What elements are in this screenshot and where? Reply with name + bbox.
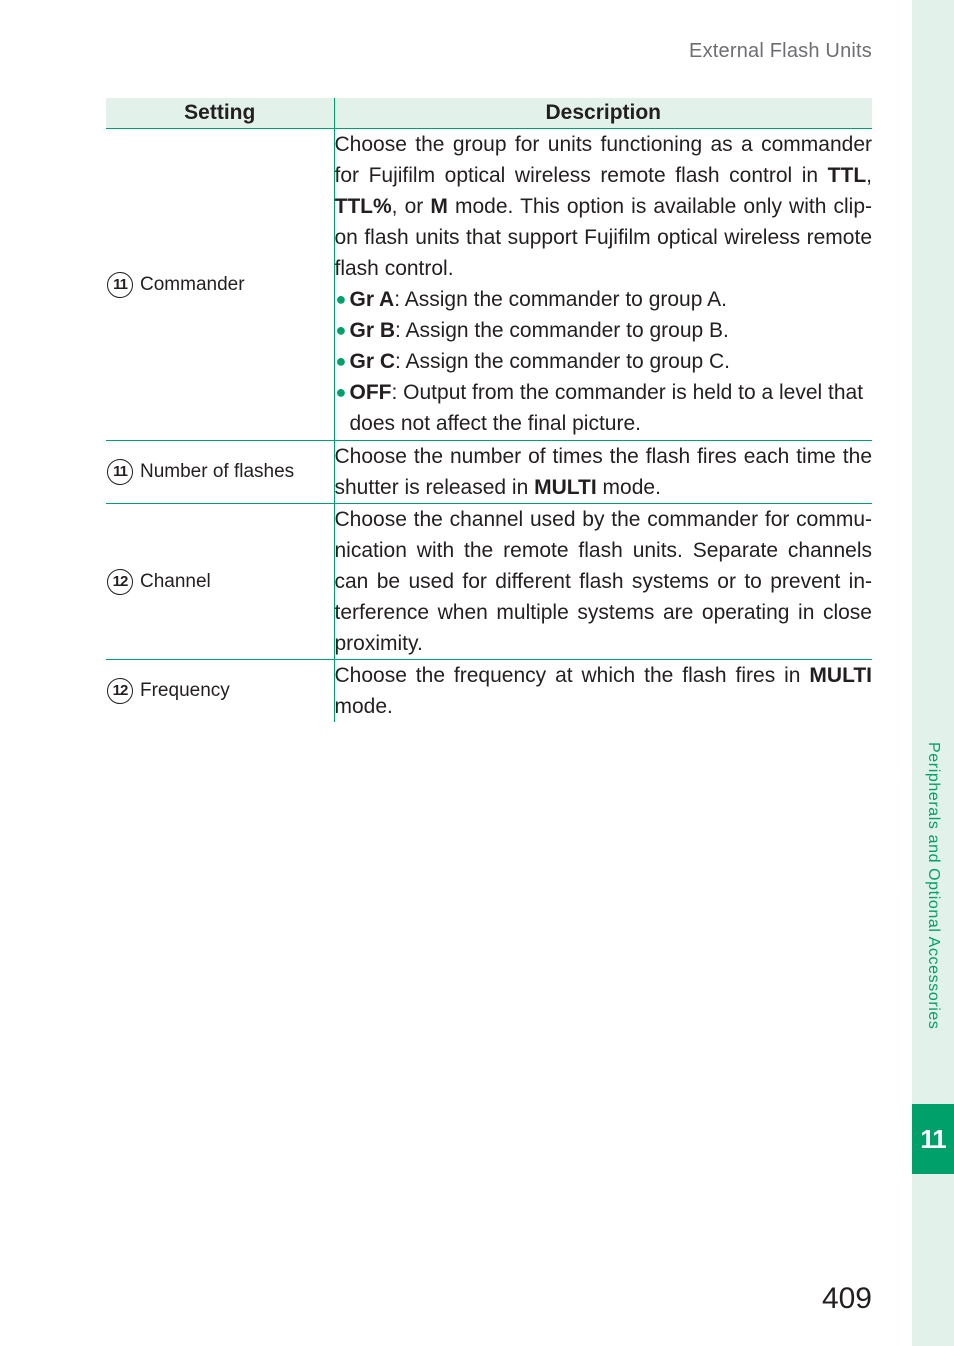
bullet-icon: ● <box>335 382 347 402</box>
item-number-badge: 12 <box>107 569 133 595</box>
description-text: Choose the number of times the flash fires each time the shutter is released in MULTI mode. <box>334 445 872 499</box>
item-number-badge: 11 <box>107 459 133 485</box>
table-row <box>106 504 872 660</box>
description-text: Choose the frequency at which the flash fires in MULTI mode. <box>334 664 872 718</box>
setting-cell <box>106 441 334 504</box>
setting-name: Frequency <box>140 680 230 701</box>
column-header-setting: Setting <box>106 98 334 129</box>
list-item: ● OFF: Output from the commander is held to a level that does not affect the final picture. <box>335 377 873 439</box>
setting-cell <box>106 660 334 723</box>
setting-cell <box>106 504 334 660</box>
setting-name: Commander <box>140 273 245 295</box>
section-label: Peripherals and Optional Accessories <box>925 742 942 1030</box>
item-number-badge: 12 <box>107 678 133 704</box>
page-number: 409 <box>821 1282 872 1315</box>
option-list <box>335 284 873 439</box>
description-cell <box>334 441 872 504</box>
item-number-badge: 11 <box>107 272 133 298</box>
description-text: Choose the channel used by the commander for communication with the remote flash units. Separate channels can be used for different flash systems or to prevent interference when multiple systems are operating in close proximity. <box>334 508 872 655</box>
list-item: ● Gr A: Assign the commander to group A. <box>335 284 873 315</box>
setting-name: Number of flashes <box>140 461 295 482</box>
settings-table <box>106 98 872 722</box>
running-head: External Flash Units <box>689 40 872 62</box>
description-cell <box>334 129 872 441</box>
setting-cell <box>106 129 334 441</box>
table-row <box>106 441 872 504</box>
description-text: Choose the group for units functioning as a commander for Fujifilm optical wireless remote flash control in TTL, TTL%, or M mode. This option is available only with clip-on flash units that support Fujifilm optical wireless remote flash control. <box>334 133 872 280</box>
bullet-icon: ● <box>335 289 347 309</box>
description-cell <box>334 660 872 723</box>
list-item: ● Gr C: Assign the commander to group C. <box>335 346 873 377</box>
setting-name: Channel <box>140 570 211 592</box>
table-header-row <box>106 98 872 129</box>
table-row <box>106 129 872 441</box>
description-cell <box>334 504 872 660</box>
chapter-side-tab <box>912 0 954 1346</box>
list-item: ● Gr B: Assign the commander to group B. <box>335 315 873 346</box>
table-row <box>106 660 872 723</box>
bullet-icon: ● <box>335 320 347 340</box>
column-header-description: Description <box>334 98 872 129</box>
chapter-number-badge: 11 <box>912 1104 954 1174</box>
bullet-icon: ● <box>335 351 347 371</box>
